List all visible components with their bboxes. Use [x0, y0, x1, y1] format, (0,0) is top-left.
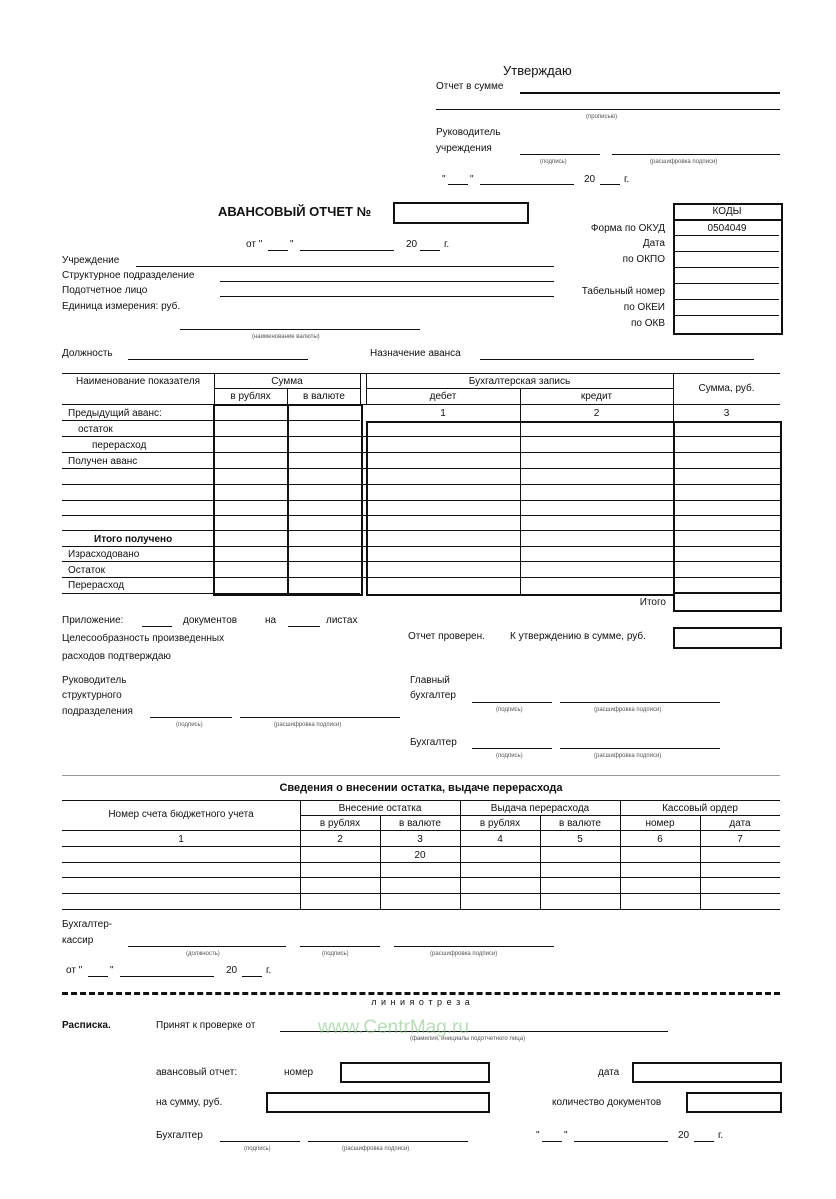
col-number: 2: [593, 408, 600, 419]
divider: [380, 815, 381, 909]
divider: [673, 373, 674, 422]
person-field[interactable]: [220, 296, 554, 297]
report-sum-field[interactable]: [520, 92, 780, 94]
divider: [214, 373, 215, 404]
row-label-total: Итого получено: [94, 534, 173, 545]
receipt-year-suffix: г.: [718, 1130, 724, 1141]
divider: [62, 420, 360, 421]
cashier-label: Бухгалтер-: [62, 919, 113, 930]
cashier-date-quote: ": [110, 965, 114, 976]
head-division-decode-field[interactable]: [240, 717, 400, 718]
caption-sign: (подпись): [496, 753, 523, 759]
institution-field[interactable]: [136, 266, 554, 267]
divider: [700, 815, 701, 909]
accountant-sign-field[interactable]: [472, 748, 552, 749]
currency-field[interactable]: [180, 329, 420, 330]
okpo-label: по ОКПО: [622, 254, 665, 265]
receipt-number-field[interactable]: [340, 1062, 490, 1083]
caption-decode: (расшифровка подписи): [650, 159, 718, 165]
okud-code: 0504049: [707, 223, 747, 234]
approve-title: Утверждаю: [503, 63, 572, 78]
tab-number-label: Табельный номер: [581, 286, 665, 297]
divider: [675, 315, 779, 316]
position-label: Должность: [62, 348, 113, 359]
col-debit-header: дебет: [429, 391, 457, 402]
info-col-cur: в валюте: [559, 818, 601, 829]
caption-decode: (расшифровка подписи): [342, 1146, 410, 1152]
info-col-account: Номер счета бюджетного учета: [108, 809, 254, 820]
divider: [62, 546, 780, 547]
year-suffix: г.: [624, 174, 630, 185]
divider: [620, 800, 621, 909]
divider: [460, 800, 461, 909]
caption-sign: (подпись): [176, 722, 203, 728]
head-division-sign-field[interactable]: [150, 717, 232, 718]
attach-label: Приложение:: [62, 615, 124, 626]
divider: [675, 267, 779, 268]
on-label: на: [265, 615, 277, 626]
attach-sheets-field[interactable]: [288, 626, 320, 627]
cashier-day-field[interactable]: [88, 976, 108, 977]
divider: [300, 800, 301, 909]
codes-header: КОДЫ: [712, 206, 742, 217]
row-label: Получен аванс: [68, 456, 138, 467]
receipt-report-label: авансовый отчет:: [156, 1067, 238, 1078]
accepted-label: Принят к проверке от: [156, 1020, 256, 1031]
caption-position: (должность): [186, 951, 220, 957]
report-sum-field-2[interactable]: [436, 109, 780, 110]
caption-sign: (подпись): [244, 1146, 271, 1152]
divider: [366, 422, 780, 423]
position-field[interactable]: [128, 359, 308, 360]
receipt-qty-label: количество документов: [552, 1097, 662, 1108]
receipt-date-quote: ": [564, 1130, 568, 1141]
row-label: Израсходовано: [68, 549, 140, 560]
receipt-sum-field[interactable]: [266, 1092, 490, 1113]
row-label: Предыдущий аванс:: [68, 408, 162, 419]
report-date-from: от ": [246, 239, 263, 250]
receipt-number-label: номер: [284, 1067, 314, 1078]
division-label: Структурное подразделение: [62, 270, 195, 281]
head-division-label: Руководитель: [62, 675, 127, 686]
institution-label: учреждения: [436, 143, 492, 154]
unit-label: Единица измерения: руб.: [62, 301, 181, 312]
chief-label-2: бухгалтер: [410, 690, 456, 701]
report-number-field[interactable]: [393, 202, 529, 224]
head-division-label-3: подразделения: [62, 706, 133, 717]
institution-field-label: Учреждение: [62, 255, 120, 266]
col-sumrub-header: Сумма, руб.: [698, 383, 755, 394]
col-number: 3: [723, 408, 730, 419]
receipt-date-quote: ": [536, 1130, 540, 1141]
total-label: Итого: [639, 597, 666, 608]
divider: [62, 909, 780, 910]
divider: [673, 421, 675, 594]
watermark: www.CentrMag.ru: [318, 1017, 469, 1038]
receipt-date-label: дата: [598, 1067, 620, 1078]
divider: [675, 299, 779, 300]
info-col-number: 2: [337, 834, 343, 845]
caption-person: (фамилия, инициалы подотчетного лица): [410, 1036, 526, 1042]
info-cell[interactable]: 20: [414, 850, 426, 861]
caption-decode: (расшифровка подписи): [430, 951, 498, 957]
date-quote: ": [442, 174, 446, 185]
divider: [287, 404, 289, 594]
info-col-order: Кассовый ордер: [662, 803, 738, 814]
cashier-decode-field[interactable]: [394, 946, 554, 947]
divider: [62, 468, 780, 469]
divider: [673, 219, 781, 221]
info-col-rub: в рублях: [479, 818, 521, 829]
info-col-number: 1: [178, 834, 184, 845]
receipt-year-label: 20: [678, 1130, 690, 1141]
info-col-number: 4: [497, 834, 503, 845]
total-field[interactable]: [673, 592, 782, 612]
receipt-day-field[interactable]: [542, 1141, 562, 1142]
approve-sum-field[interactable]: [673, 627, 782, 649]
receipt-date-field[interactable]: [632, 1062, 782, 1083]
divider: [62, 577, 780, 578]
report-month-field[interactable]: [300, 250, 394, 251]
divider: [520, 388, 521, 422]
caption-decode: (расшифровка подписи): [274, 722, 342, 728]
section-divider: [62, 775, 780, 776]
caption-decode: (расшифровка подписи): [594, 753, 662, 759]
expedient-label: Целесообразность произведенных: [62, 633, 225, 644]
report-date-quote: ": [290, 239, 294, 250]
divider: [366, 373, 367, 404]
info-col-cur: в валюте: [399, 818, 441, 829]
info-col-number: 7: [737, 834, 743, 845]
divider: [62, 484, 780, 485]
col-accounting-header: Бухгалтерская запись: [468, 376, 571, 387]
report-year-label: 20: [406, 239, 418, 250]
divider: [62, 830, 780, 831]
info-col-rub: в рублях: [319, 818, 361, 829]
report-year-suffix: г.: [444, 239, 450, 250]
okv-label: по ОКВ: [630, 318, 665, 329]
cashier-position-field[interactable]: [128, 946, 286, 947]
info-col-number: 3: [417, 834, 423, 845]
divider: [675, 235, 779, 236]
divider: [62, 800, 780, 801]
col-cur-header: в валюте: [303, 391, 345, 402]
divider: [540, 815, 541, 909]
divider: [62, 515, 780, 516]
division-field[interactable]: [220, 281, 554, 282]
receipt-sum-label: на сумму, руб.: [156, 1097, 223, 1108]
caption-sign: (подпись): [540, 159, 567, 165]
col-name-header: Наименование показателя: [76, 376, 200, 387]
info-col-number: 6: [657, 834, 663, 845]
chief-decode-field[interactable]: [560, 702, 720, 703]
year-label: 20: [584, 174, 596, 185]
receipt-month-field[interactable]: [574, 1141, 668, 1142]
divider: [360, 373, 361, 404]
col-rub-header: в рублях: [230, 391, 271, 402]
okei-label: по ОКЕИ: [623, 302, 665, 313]
purpose-field[interactable]: [480, 359, 754, 360]
chief-label: Главный: [410, 675, 450, 686]
receipt-sign-field[interactable]: [220, 1141, 300, 1142]
head-label: Руководитель: [436, 127, 501, 138]
divider: [62, 561, 780, 562]
divider: [675, 283, 779, 284]
receipt-year-field[interactable]: [694, 1141, 714, 1142]
report-title: АВАНСОВЫЙ ОТЧЕТ №: [218, 204, 372, 219]
head-division-label-2: структурного: [62, 690, 122, 701]
cashier-label-2: кассир: [62, 935, 94, 946]
divider: [62, 500, 780, 501]
checked-label: Отчет проверен.: [408, 631, 485, 642]
cashier-year-suffix: г.: [266, 965, 272, 976]
info-col-date: дата: [729, 818, 751, 829]
report-sum-label: Отчет в сумме: [436, 81, 504, 92]
okud-label: Форма по ОКУД: [590, 223, 665, 234]
divider: [62, 593, 360, 594]
caption-sign: (подпись): [496, 707, 523, 713]
approve-day-field[interactable]: [448, 184, 468, 185]
accountant-label: Бухгалтер: [410, 737, 457, 748]
divider: [62, 877, 780, 878]
approve-year-field[interactable]: [600, 184, 620, 185]
docs-label: документов: [183, 615, 238, 626]
divider: [520, 421, 521, 594]
cashier-date-from: от ": [66, 965, 83, 976]
attach-docs-field[interactable]: [142, 626, 172, 627]
divider: [675, 251, 779, 252]
report-year-field[interactable]: [420, 250, 440, 251]
sheets-label: листах: [326, 615, 358, 626]
head-sign-field[interactable]: [520, 154, 600, 155]
chief-sign-field[interactable]: [472, 702, 552, 703]
head-decode-field[interactable]: [612, 154, 780, 155]
caption-sign: (подпись): [322, 951, 349, 957]
divider: [62, 452, 780, 453]
approve-sum-label: К утверждению в сумме, руб.: [510, 631, 646, 642]
cashier-sign-field[interactable]: [300, 946, 380, 947]
col-sum-header: Сумма: [271, 376, 303, 387]
purpose-label: Назначение аванса: [370, 348, 461, 359]
receipt-decode-field[interactable]: [308, 1141, 468, 1142]
caption-words: (прописью): [586, 114, 618, 120]
receipt-accountant-label: Бухгалтер: [156, 1130, 203, 1141]
divider: [62, 846, 780, 847]
receipt-qty-field[interactable]: [686, 1092, 782, 1113]
row-label: перерасход: [92, 440, 147, 451]
col-number: 1: [440, 408, 446, 419]
divider: [62, 893, 780, 894]
info-col-number: 5: [577, 834, 583, 845]
divider: [287, 388, 288, 404]
cashier-year-label: 20: [226, 965, 238, 976]
row-label: Перерасход: [68, 580, 125, 591]
cut-line-label: л и н и я о т р е з а: [371, 997, 471, 1007]
cashier-year-field[interactable]: [242, 976, 262, 977]
date-quote: ": [470, 174, 474, 185]
caption-currency: (наименование валюты): [252, 334, 320, 340]
info-col-num: номер: [645, 818, 675, 829]
accountant-decode-field[interactable]: [560, 748, 720, 749]
receipt-title: Расписка.: [62, 1020, 111, 1031]
accounting-block[interactable]: [366, 421, 782, 596]
report-day-field[interactable]: [268, 250, 288, 251]
approve-month-field[interactable]: [480, 184, 574, 185]
divider: [62, 436, 780, 437]
divider: [62, 862, 780, 863]
row-label: остаток: [78, 424, 113, 435]
cashier-month-field[interactable]: [120, 976, 214, 977]
person-label: Подотчетное лицо: [62, 285, 148, 296]
row-label: Остаток: [68, 565, 105, 576]
date-code-label: Дата: [642, 238, 665, 249]
info-col-issue: Выдача перерасхода: [490, 803, 590, 814]
info-col-deposit: Внесение остатка: [338, 803, 422, 814]
caption-decode: (расшифровка подписи): [594, 707, 662, 713]
expedient-label-2: расходов подтверждаю: [62, 651, 171, 662]
divider: [62, 530, 780, 531]
col-credit-header: кредит: [580, 391, 613, 402]
cut-line: [62, 992, 780, 995]
info-title: Сведения о внесении остатка, выдаче перерасхода: [279, 782, 563, 794]
